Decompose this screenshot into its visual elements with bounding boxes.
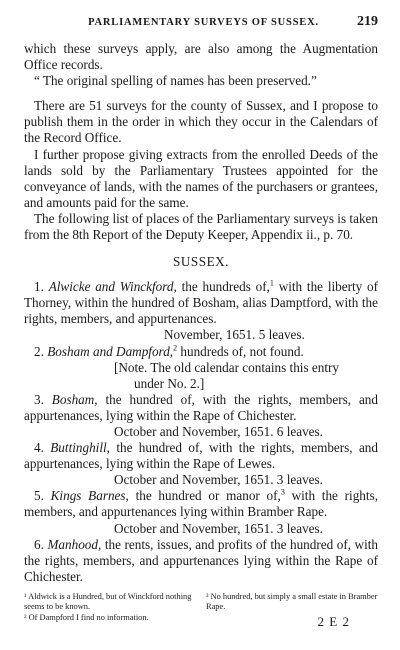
entry-3-date: October and November, 1651. 6 leaves. <box>114 423 323 439</box>
entry-1-text-a: the hundreds of, <box>181 279 270 295</box>
intro-paragraph-4: I further propose giving extracts from the enrolled Deeds of the lands sold by the Parliamentary Trustees appointed for the conveyance of lands, with the names of the purchasers or grantees, and amounts paid for the same. <box>24 146 378 210</box>
entry-5-date: October and November, 1651. 3 leaves. <box>114 520 323 536</box>
entry-6-number: 6. <box>34 536 44 552</box>
intro-paragraph-1: which these surveys apply, are also among the Augmentation Office records. <box>24 41 378 73</box>
section-title: SUSSEX. <box>173 254 229 270</box>
entry-1-date: November, 1651. 5 leaves. <box>164 327 305 343</box>
intro-paragraph-3: There are 51 surveys for the county of Sussex, and I propose to publish them in the order in which they occur in the Calendars of the Record Office. <box>24 98 378 146</box>
entry-5-name: Kings Barnes, <box>50 488 129 504</box>
entry-1 <box>24 279 378 327</box>
entry-6-name: Manhood, <box>47 536 102 552</box>
footnote-ref-1: 1 <box>269 278 274 288</box>
entry-5-text-b: with the rights, members, and appurtenances lying within Bramber Rape. <box>24 488 378 520</box>
entry-2-name: Bosham and Dampford, <box>47 343 174 359</box>
entry-5 <box>24 488 378 520</box>
running-title: PARLIAMENTARY SURVEYS OF SUSSEX. <box>88 17 319 28</box>
entry-3-text: the hundred of, with the rights, members, and appurtenances, lying within the Rape of Chichester. <box>24 391 378 423</box>
entry-6-text: the rents, issues, and profits of the hundred of, with the rights, members, and appurtenances lying within the Rape of Chichester. <box>24 536 379 584</box>
running-head <box>24 14 378 31</box>
footnote-1: ¹ Aldwick is a Hundred, but of Winckford nothing seems to be known. <box>24 591 192 612</box>
entry-2-text: hundreds of, not found. <box>177 343 304 359</box>
entry-3-number: 3. <box>34 391 44 407</box>
footnote-3: ³ No hundred, but simply a small estate in Bramber Rape. <box>206 591 378 612</box>
entry-2 <box>24 344 378 360</box>
footnotes-left <box>24 592 196 624</box>
entry-5-text-a: the hundred or manor of, <box>128 488 281 504</box>
entry-4-number: 4. <box>34 440 44 456</box>
entry-2-number: 2. <box>34 343 44 359</box>
entry-3-name: Bosham, <box>51 391 98 407</box>
entry-5-number: 5. <box>34 488 44 504</box>
intro-paragraph-5: The following list of places of the Parliamentary surveys is taken from the 8th Report of the Deputy Keeper, Appendix ii., p. 70. <box>24 210 378 243</box>
footnote-2: ² Of Dampford I find no information. <box>24 612 149 622</box>
entry-4 <box>24 440 378 472</box>
entry-1-number: 1. <box>34 279 44 295</box>
entry-4-name: Buttinghill, <box>50 440 110 456</box>
entry-4-text: the hundred of, with the rights, members, and appurtenances, lying within the Rape of Lewes. <box>24 440 378 472</box>
entry-2-note-2: under No. 2.] <box>134 375 205 391</box>
entry-3 <box>24 392 378 424</box>
page-number: 219 <box>357 14 378 29</box>
entry-4-date: October and November, 1651. 3 leaves. <box>114 472 323 488</box>
footnotes-right <box>206 592 378 624</box>
printer-signature: 2 E 2 <box>317 614 350 630</box>
footnote-ref-3: 3 <box>280 487 285 497</box>
intro-paragraph-2: “ The original spelling of names has been preserved.” <box>34 73 317 89</box>
footnote-ref-2: 2 <box>173 343 178 353</box>
entry-1-text-b: with the liberty of Thorney, within the hundred of Bosham, alias Damptford, with the rights, members, and appurtenances. <box>24 279 379 327</box>
entry-1-name: Alwicke and Winckford, <box>48 279 177 295</box>
entry-2-note-1: [Note. The old calendar contains this entry <box>114 359 339 375</box>
entry-6 <box>24 537 378 585</box>
